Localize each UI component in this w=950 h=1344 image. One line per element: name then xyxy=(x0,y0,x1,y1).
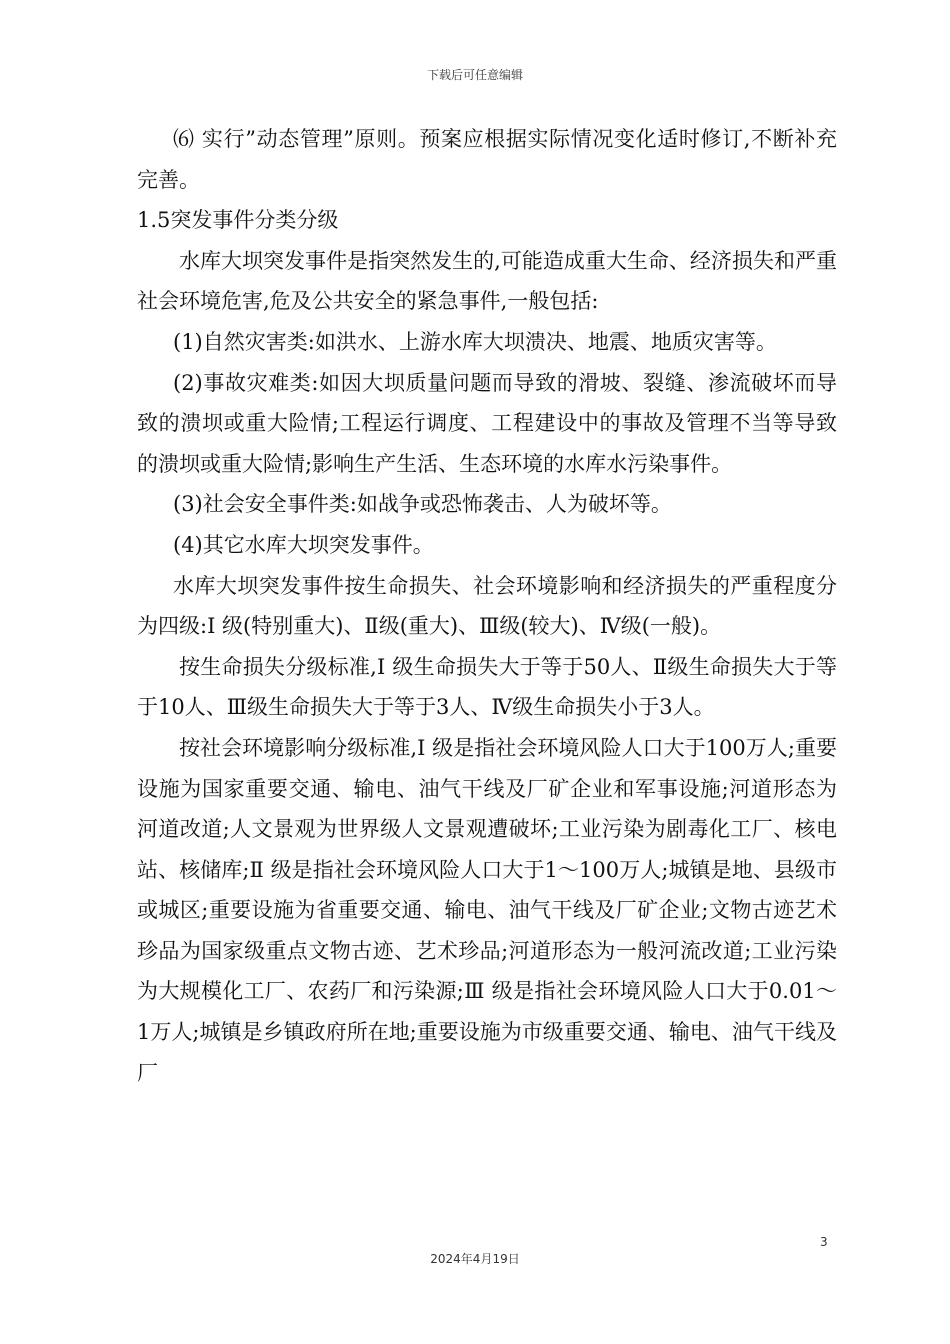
list-item-accident: (2)事故灾难类:如因大坝质量问题而导致的滑坡、裂缝、渗流破坏而导致的溃坝或重大险情;工程运行调度、工程建设中的事故及管理不当等导致的溃坝或重大险情;影响生产生活、生态环境的水库水污染事件。 xyxy=(137,370,837,476)
paragraph-life-loss-standard: 按生命损失分级标准,Ⅰ 级生命损失大于等于50人、Ⅱ级生命损失大于等于10人、Ⅲ级生命损失大于等于3人、Ⅳ级生命损失小于3人。 xyxy=(137,654,837,720)
paragraph-social-impact-standard: 按社会环境影响分级标准,Ⅰ 级是指社会环境风险人口大于100万人;重要设施为国家重要交通、输电、油气干线及厂矿企业和军事设施;河道形态为河道改道;人文景观为世界级人文景观遭破坏;工业污染为剧毒化工厂、核电站、核储库;Ⅱ 级是指社会环境风险人口大于1～100万人;城镇是地、县级市或城区;重要设施为省重要交通、输电、油气干线及厂矿企业;文物古迹艺术珍品为国家级重点文物古迹、艺术珍品;河道形态为一般河流改道;工业污染为大规模化工厂、农药厂和污染源;Ⅲ 级是指社会环境风险人口大于0.01～1万人;城镇是乡镇政府所在地;重要设施为市级重要交通、输电、油气干线及厂 xyxy=(137,735,837,1085)
page-header: 下载后可任意编辑 xyxy=(426,68,523,82)
page-number: 3 xyxy=(820,1235,828,1249)
document-body xyxy=(137,119,837,1093)
paragraph-principle-6: ⑹ 实行”动态管理”原则。预案应根据实际情况变化适时修订,不断补充完善。 xyxy=(137,127,837,192)
footer-date: 2024年4月19日 xyxy=(430,1252,520,1266)
list-item-other: (4)其它水库大坝突发事件。 xyxy=(173,532,434,557)
section-heading-1-5: 1.5突发事件分类分级 xyxy=(137,208,339,233)
paragraph-definition: 水库大坝突发事件是指突然发生的,可能造成重大生命、经济损失和严重社会环境危害,危及公共安全的紧急事件,一般包括: xyxy=(137,248,837,314)
paragraph-four-levels: 水库大坝突发事件按生命损失、社会环境影响和经济损失的严重程度分为四级:Ⅰ 级(特别重大)、Ⅱ级(重大)、Ⅲ级(较大)、Ⅳ级(一般)。 xyxy=(137,573,837,639)
list-item-natural-disaster: (1)自然灾害类:如洪水、上游水库大坝溃决、地震、地质灾害等。 xyxy=(173,329,777,354)
list-item-social-security: (3)社会安全事件类:如战争或恐怖袭击、人为破坏等。 xyxy=(173,492,672,517)
